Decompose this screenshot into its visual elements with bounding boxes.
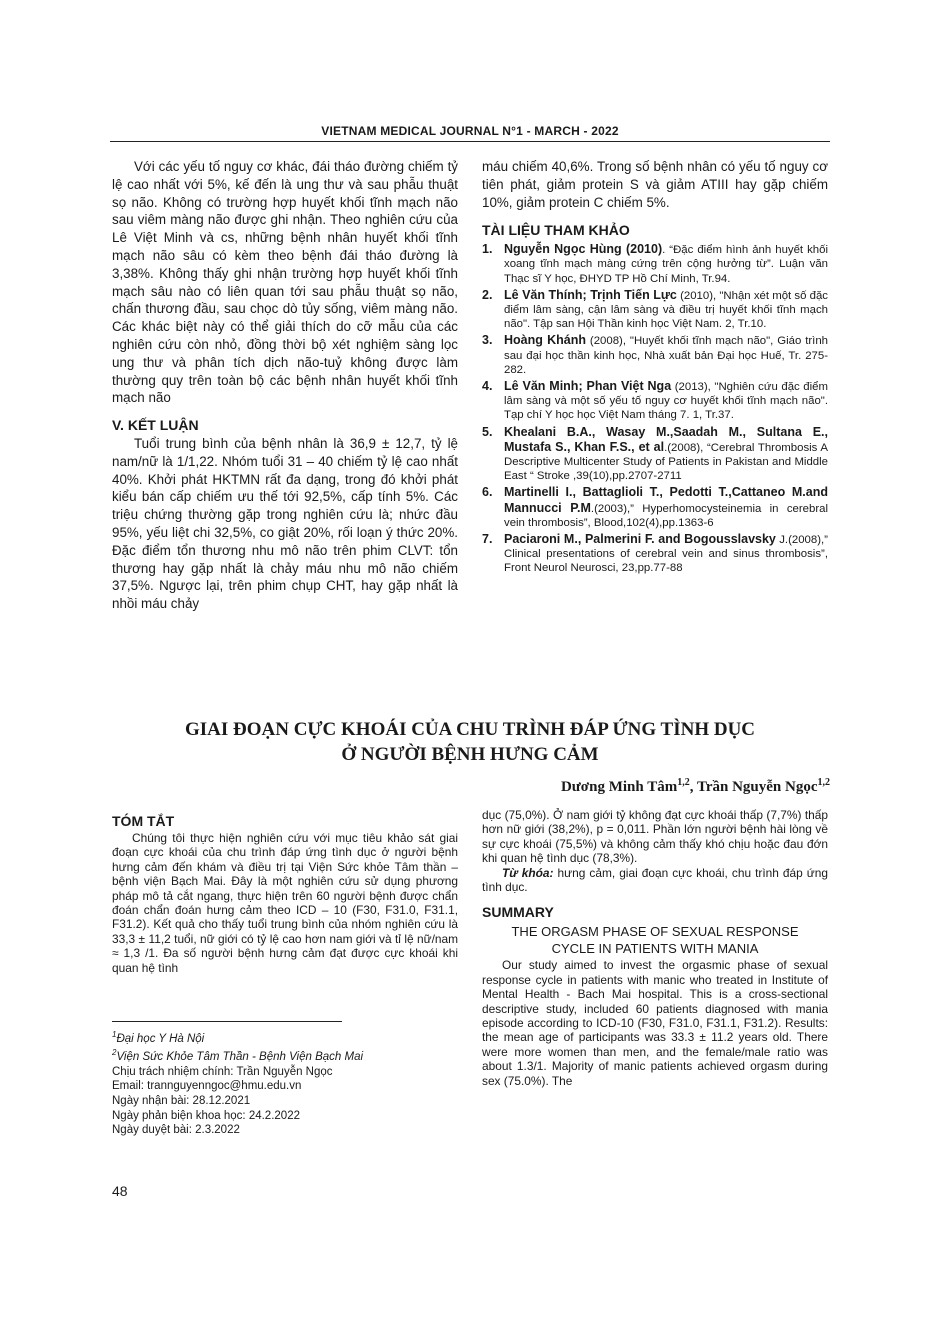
abstract-continued: dục (75,0%). Ở nam giới tỷ không đạt cực khoái thấp (7,7%) thấp hơn nữ giới (38,2%), p = 0,011. Phần lớn người bệnh hài lòng về sự cực khoái (75,5%) và không cảm thấy khó chịu hoặc đau đớn khi quan hệ tình dục (78,3%).: [482, 808, 828, 866]
conclusion-paragraph: Tuổi trung bình của bệnh nhân là 36,9 ± 12,7, tỷ lệ nam/nữ là 1/1,22. Nhóm tuổi 31 – 40 chiếm tỷ lệ cao nhất 40%. Khởi phát HKTMN rất đa dạng, trong đó khởi phát kiểu bán cấp chiếm ưu thế tới 92,5%, cấp tính 5%. Các triệu chứng thường gặp trong nghiên cứu là; nhức đầu 95%, yếu liệt chi 32,5%, co giật 20%, rối loạn ý thức 20%. Đặc điểm tổn thương nhu mô não trên phim CLVT: tổn thương hay gặp nhất là chảy máu nhu mô não chiếm 37,5%. Ngược lại, trên phim chụp CHT, hay gặp nhất là nhồi máu chảy: [112, 435, 458, 612]
page-number: 48: [112, 1183, 128, 1199]
reference-authors: Lê Văn Thính; Trịnh Tiến Lực: [504, 287, 677, 302]
reference-authors: Khealani B.A., Wasay M.,Saadah M., Sultana E., Mustafa S., Khan F.S., et al: [504, 424, 828, 454]
reference-item: [482, 242, 828, 286]
affiliation-text: Đại học Y Hà Nội: [116, 1032, 205, 1045]
author-name: Trần Nguyễn Ngọc: [696, 779, 818, 795]
reference-text: (2008), "Huyết khối tĩnh mạch não", Giáo trình sau đại học thần kinh học, Nhà xuất bản Đại học Huế, Tr. 275-282.: [504, 335, 828, 376]
footnotes: [112, 1028, 458, 1138]
reference-text: .(2008), “Cerebral Thrombosis A Descriptive Multicenter Study of Patients in Pakistan and Middle East “ Stroke ,39(10),pp.2707-2711: [504, 441, 828, 483]
reference-item: [482, 425, 828, 484]
author-affiliation-sup: 1,2: [817, 777, 830, 788]
reference-item: [482, 532, 828, 576]
author-affiliation-sup: 1,2: [677, 777, 690, 788]
summary-title-line2: CYCLE IN PATIENTS WITH MANIA: [551, 941, 759, 957]
reference-item: [482, 288, 828, 332]
keywords-label: Từ khóa:: [502, 865, 554, 880]
corresponding-author: Chịu trách nhiệm chính: Trần Nguyễn Ngọc: [112, 1065, 333, 1078]
reference-number: 4.: [482, 379, 493, 394]
reference-number: 5.: [482, 424, 493, 439]
reference-authors: Lê Văn Minh; Phan Việt Nga: [504, 379, 672, 394]
article-title-line1: GIAI ĐOẠN CỰC KHOÁI CỦA CHU TRÌNH ĐÁP ỨNG TÌNH DỤC: [184, 719, 756, 740]
abstract-heading: TÓM TẮT: [112, 813, 175, 829]
reference-text: (2013), "Nghiên cứu đặc điểm lâm sàng và một số yếu tố nguy cơ huyết khối tĩnh mạch não". Tạp chí Y học học Việt Nam tháng 7. 1, Tr.37.: [504, 381, 828, 422]
affiliation-sup: 1: [112, 1030, 117, 1039]
discussion-paragraph: Với các yếu tố nguy cơ khác, đái tháo đường chiếm tỷ lệ cao nhất với 5%, kế đến là ung thư và sau phẫu thuật sọ não. Không có trường hợp huyết khối tĩnh mạch não sau viêm màng não được ghi nhận. Theo nghiên cứu của Lê Việt Minh và cs, những bệnh nhân huyết khối tĩnh mạch não sâu có kèm theo bệnh đái tháo đường là 3,38%. Không thấy ghi nhận trường hợp huyết khối tĩnh mạch sâu nào có liên quan tới sau phẫu thuật sọ não, chấn thương đầu, sau chọc dò tủy sống, viêm màng não. Các khác biệt này có thể giải thích do cỡ mẫu của các nghiên cứu còn nhỏ, đồng thời bộ xét nghiệm sàng lọc ung thư và phân tích dịch não-tuỷ không được làm thường quy trên toàn bộ các bệnh nhân huyết khối tĩnh mạch não: [112, 159, 458, 406]
reference-text: . “Đặc điểm hình ảnh huyết khối xoang tĩnh mạch màng cứng trên cộng hưởng từ”. Luận văn Thạc sĩ Y học, ĐHYD TP Hồ Chí Minh, Tr.94.: [504, 244, 828, 285]
journal-header: VIETNAM MEDICAL JOURNAL N°1 - MARCH - 2022: [321, 124, 619, 138]
reference-number: 1.: [482, 242, 493, 257]
keywords-text: hưng cảm, giai đoạn cực khoái, chu trình đáp ứng tình dục.: [482, 865, 828, 895]
date-reviewed: Ngày phản biện khoa học: 24.2.2022: [112, 1109, 300, 1122]
affiliation-1: [112, 1028, 458, 1046]
keywords: [482, 866, 828, 895]
summary-text: Our study aimed to invest the orgasmic phase of sexual response cycle in patients with manic who treated in Institute of Mental Health - Bach Mai hospital. This is a cross-sectional descriptive study, included 60 patients diagnosed with mania episode according to ICD-10 (F30, F31.0, F31.1, F31.2). Results: the mean age of participants was 33.3 ± 11.2 years old. There were more women than men, and the female/male ratio was about 1.3/1. Majority of manic patients achieved orgasm during sex (75.0%). The: [482, 958, 828, 1088]
article-title-line2: Ở NGƯỜI BỆNH HƯNG CẢM: [341, 744, 599, 765]
footnote-rule: [112, 1021, 342, 1022]
references-list: [482, 242, 828, 575]
reference-number: 2.: [482, 287, 493, 302]
reference-authors: Paciaroni M., Palmerini F. and Bogousslavsky: [504, 532, 776, 547]
date-accepted: Ngày duyệt bài: 2.3.2022: [112, 1124, 240, 1137]
affiliation-text: Viện Sức Khỏe Tâm Thần - Bệnh Viện Bạch Mai: [116, 1051, 364, 1064]
author-name: Dương Minh Tâm: [560, 779, 678, 795]
authors: [561, 777, 830, 796]
reference-number: 7.: [482, 532, 493, 547]
affiliation-sup: 2: [112, 1048, 117, 1058]
abstract-right: [482, 808, 828, 1088]
date-received: Ngày nhận bài: 28.12.2021: [112, 1095, 251, 1108]
reference-text: (2010), "Nhận xét một số đặc điểm lâm sàng, cận lâm sàng và điều trị huyết khối tĩnh mạch não". Tập san Hội Thần kinh học Việt Nam. 2, Tr.10.: [504, 289, 828, 331]
affiliation-2: [112, 1046, 458, 1064]
summary-heading: SUMMARY: [482, 904, 554, 921]
section-heading-conclusion: V. KẾT LUẬN: [112, 417, 199, 434]
email: Email: trannguyenngoc@hmu.edu.vn: [112, 1080, 302, 1093]
summary-title-line1: THE ORGASM PHASE OF SEXUAL RESPONSE: [511, 924, 799, 940]
header-rule: [110, 141, 830, 142]
abstract-left: [112, 813, 458, 975]
reference-number: 3.: [482, 333, 493, 348]
reference-authors: Martinelli I., Battaglioli T., Pedotti T.,Cattaneo M.and Mannucci P.M: [504, 485, 828, 515]
reference-authors: Nguyễn Ngọc Hùng (2010): [504, 242, 663, 257]
reference-number: 6.: [482, 485, 493, 500]
reference-item: [482, 379, 828, 423]
author-separator: ,: [689, 779, 697, 795]
left-column-top: [112, 158, 458, 613]
reference-text: .(2003),” Hyperhomocysteinemia in cerebral vein thrombosis”, Blood,102(4),pp.1363-6: [504, 502, 828, 529]
references-heading: TÀI LIỆU THAM KHẢO: [482, 222, 630, 239]
continued-paragraph: máu chiếm 40,6%. Trong số bệnh nhân có yếu tố nguy cơ tiên phát, giảm protein S và giảm ATIII hay gặp chiếm 10%, giảm protein C chiếm 5%.: [482, 159, 828, 210]
reference-text: J.(2008),” Clinical presentations of cerebral vein and sinus thrombosis”, Front Neurol Neurosci, 23,pp.77-88: [504, 534, 828, 575]
article-title: [110, 717, 830, 767]
abstract-text: Chúng tôi thực hiện nghiên cứu với mục tiêu khảo sát giai đoạn cực khoái của chu trình đáp ứng tình dục ở người bệnh hưng cảm đến khám và điều trị tại Viện Sức khỏe Tâm thần – bệnh viện Bạch Mai. Đây là một nghiên cứu sử dụng phương pháp mô tả cắt ngang, thực hiện trên 60 người bệnh được chẩn đoán chẩn đoán hưng cảm theo ICD – 10 (F30, F31.0, F31.1, F31.2). Kết quả cho thấy tuổi trung bình của nhóm nghiên cứu là 33,3 ± 11,2 tuổi, nữ giới có tỷ lệ cao hơn nam giới và tỉ lệ nữ/nam ≈ 1,3 /1. Đa số người bệnh hưng cảm đạt được cực khoái khi quan hệ tình: [112, 831, 458, 975]
right-column-top: [482, 158, 828, 578]
reference-authors: Hoàng Khánh: [504, 333, 586, 348]
reference-item: [482, 333, 828, 377]
summary-title: [482, 923, 828, 957]
reference-item: [482, 485, 828, 530]
